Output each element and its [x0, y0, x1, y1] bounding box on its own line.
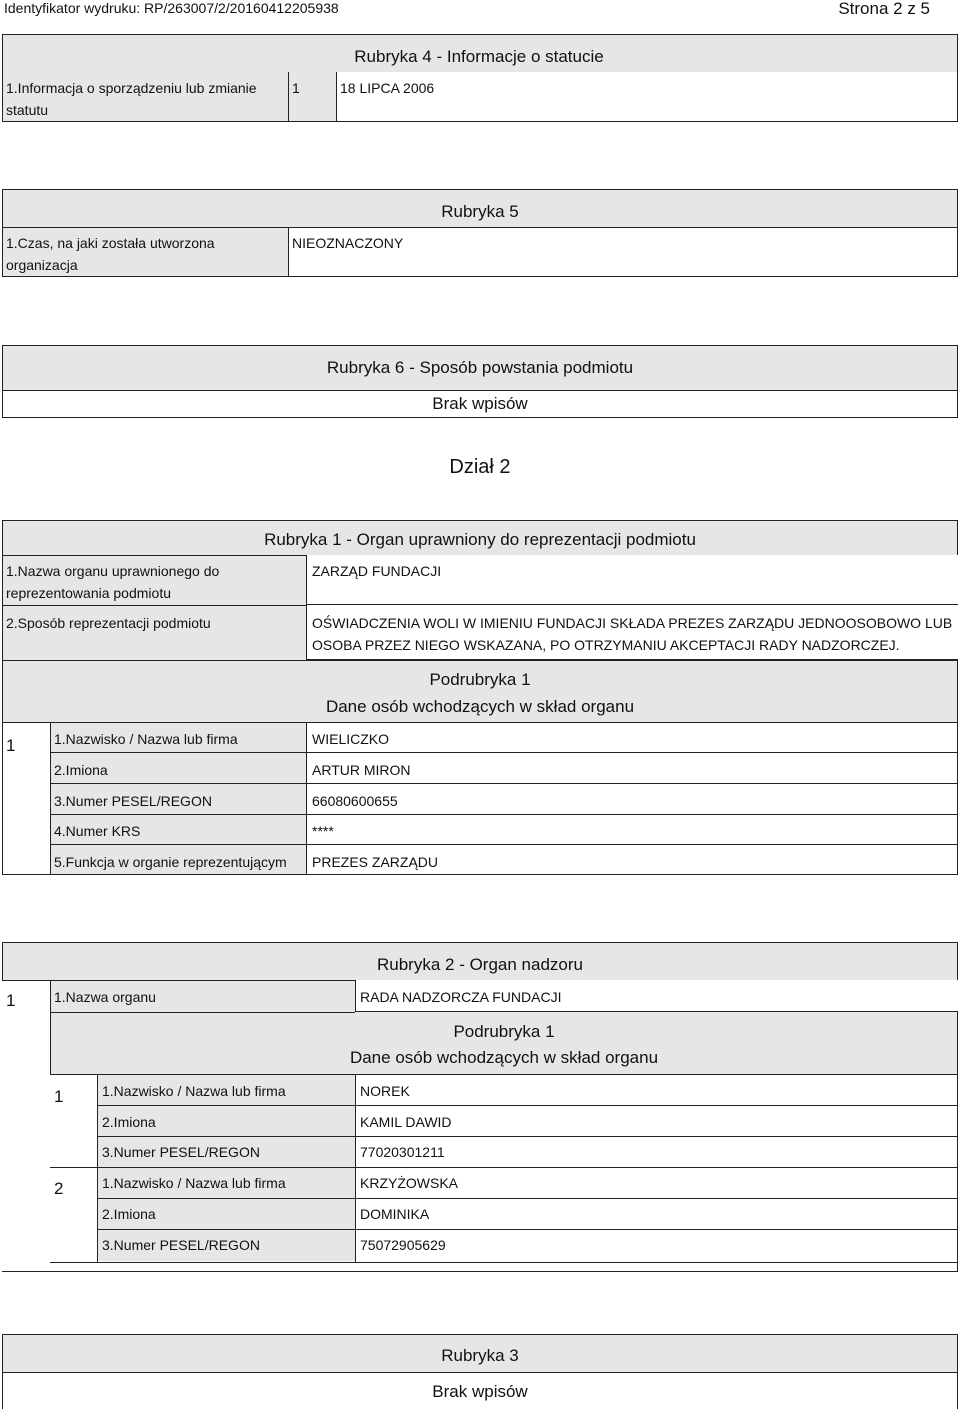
members-label-column — [98, 1075, 355, 1261]
member-names-label: 2.Imiona — [102, 1206, 156, 1222]
rubryka1-method-value-cont: OSOBA PRZEZ NIEGO WSKAZANA, PO OTRZYMANIU AKCEPTACJI RADY NADZORCZEJ. — [312, 637, 900, 653]
rubryka2-num: 1 — [6, 991, 16, 1010]
member-surname-label: 1.Nazwisko / Nazwa lub firma — [102, 1083, 286, 1099]
page-number: Strona 2 z 5 — [838, 0, 930, 18]
member-num: 1 — [54, 1087, 64, 1106]
divider — [50, 1167, 958, 1168]
rubryka1-name-label-cont: reprezentowania podmiotu — [6, 585, 171, 601]
member-pesel: 75072905629 — [360, 1237, 446, 1253]
divider — [50, 1262, 958, 1263]
member-names-label: 2.Imiona — [102, 1114, 156, 1130]
divider — [50, 814, 958, 815]
member-surname-label: 1.Nazwisko / Nazwa lub firma — [102, 1175, 286, 1191]
rubryka4-label-cont: statutu — [6, 102, 49, 118]
person-names-label: 2.Imiona — [54, 762, 108, 778]
divider — [50, 1012, 355, 1013]
rubryka6-title: Rubryka 6 - Sposób powstania podmiotu — [326, 358, 634, 377]
person-pesel-label: 3.Numer PESEL/REGON — [54, 793, 212, 809]
person-surname-label: 1.Nazwisko / Nazwa lub firma — [54, 731, 238, 747]
divider — [97, 1229, 958, 1230]
member-pesel-label: 3.Numer PESEL/REGON — [102, 1237, 260, 1253]
rubryka4-num: 1 — [292, 80, 300, 96]
rubryka1-name-label: 1.Nazwa organu uprawnionego do — [6, 563, 220, 579]
rubryka1-title: Rubryka 1 - Organ uprawniony do reprezentacji podmiotu — [264, 530, 696, 549]
divider — [355, 1074, 356, 1262]
rubryka4-title: Rubryka 4 - Informacje o statucie — [354, 47, 604, 66]
divider — [50, 844, 958, 845]
rubryka3-empty-text: Brak wpisów — [432, 1382, 528, 1401]
member-surname: NOREK — [360, 1083, 410, 1099]
rubryka2-name-label: 1.Nazwa organu — [54, 989, 156, 1005]
divider — [97, 1136, 958, 1137]
member-pesel: 77020301211 — [360, 1144, 445, 1160]
divider — [306, 722, 307, 875]
person-names: ARTUR MIRON — [312, 762, 411, 778]
rubryka6-empty-text: Brak wpisów — [432, 394, 528, 413]
rubryka4-value: 18 LIPCA 2006 — [340, 80, 435, 96]
member-surname: KRZYŻOWSKA — [360, 1175, 459, 1191]
rubryka5-label: 1.Czas, na jaki została utworzona — [6, 235, 215, 251]
divider — [288, 72, 289, 122]
person-function-label: 5.Funkcja w organie reprezentującym — [54, 854, 287, 870]
rubryka3-title: Rubryka 3 — [441, 1346, 519, 1365]
divider — [97, 1105, 958, 1106]
person-pesel: 66080600655 — [312, 793, 398, 809]
divider — [2, 605, 306, 606]
rubryka2-podrubryka-title: Podrubryka 1 — [453, 1022, 555, 1041]
divider — [50, 783, 958, 784]
rubryka1-method-value: OŚWIADCZENIA WOLI W IMIENIU FUNDACJI SKŁADA PREZES ZARZĄDU JEDNOOSOBOWO LUB — [312, 615, 953, 631]
divider — [2, 660, 958, 661]
rubryka5-value: NIEOZNACZONY — [292, 235, 404, 251]
member-num: 2 — [54, 1179, 64, 1198]
rubryka5-label-cont: organizacja — [6, 257, 78, 273]
member-pesel-label: 3.Numer PESEL/REGON — [102, 1144, 260, 1160]
dzial2-title: Dział 2 — [449, 456, 511, 478]
member-names: DOMINIKA — [360, 1206, 430, 1222]
person-function: PREZES ZARZĄDU — [312, 854, 439, 870]
rubryka1-name-value: ZARZĄD FUNDACJI — [312, 563, 442, 579]
rubryka2-num-column — [2, 981, 50, 1271]
person-surname: WIELICZKO — [312, 731, 390, 747]
divider — [50, 752, 958, 753]
rubryka1-method-label: 2.Sposób reprezentacji podmiotu — [6, 615, 211, 631]
podrubryka1-title: Podrubryka 1 — [429, 670, 531, 689]
rubryka2-title: Rubryka 2 - Organ nadzoru — [377, 955, 583, 974]
rubryka2-podrubryka-subtitle: Dane osób wchodzących w skład organu — [349, 1048, 659, 1067]
person-krs-label: 4.Numer KRS — [54, 823, 141, 839]
rubryka2-name-value: RADA NADZORCZA FUNDACJI — [360, 989, 562, 1005]
divider — [97, 1198, 958, 1199]
person-krs: **** — [312, 823, 334, 839]
print-identifier: Identyfikator wydruku: RP/263007/2/20160412205938 — [4, 0, 339, 16]
rubryka5-title: Rubryka 5 — [441, 202, 519, 221]
divider — [2, 227, 288, 228]
rubryka4-label: 1.Informacja o sporządzeniu lub zmianie — [6, 80, 257, 96]
person-num: 1 — [6, 736, 16, 755]
podrubryka1-subtitle: Dane osób wchodzących w skład organu — [325, 697, 635, 716]
member-names: KAMIL DAWID — [360, 1114, 452, 1130]
